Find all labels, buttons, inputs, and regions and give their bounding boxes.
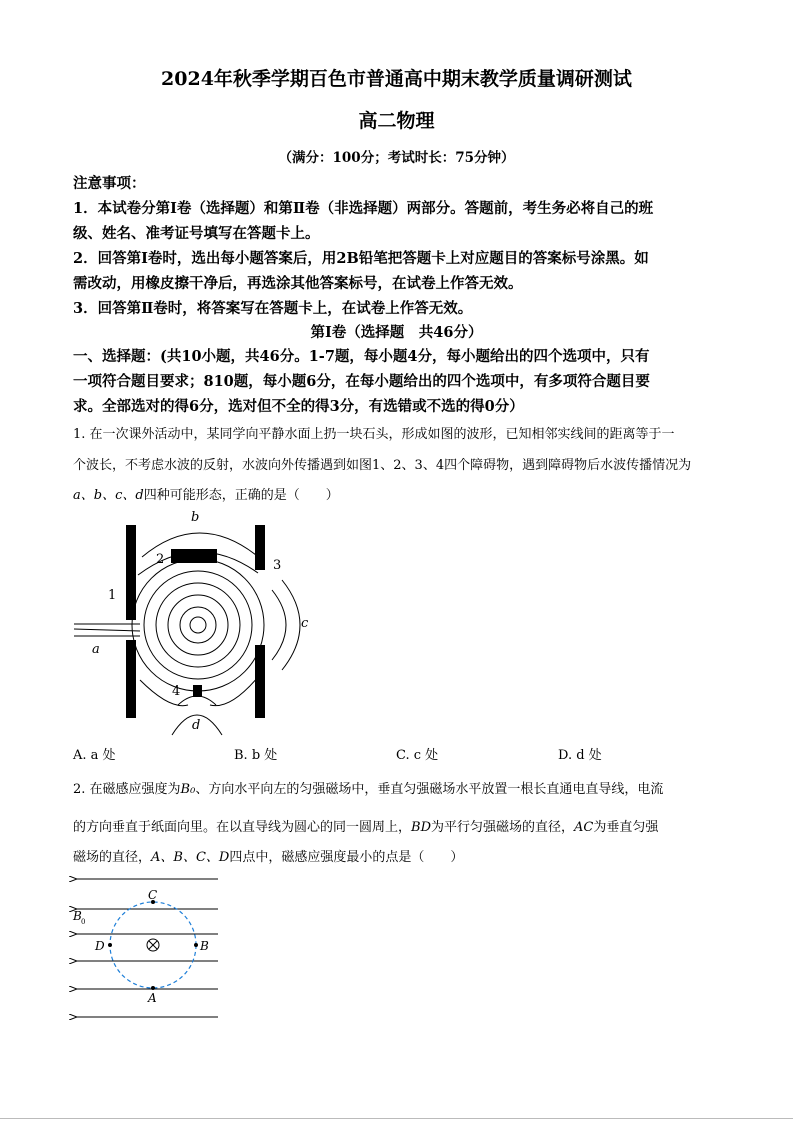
- q1-obstacle-3-lower: [255, 645, 265, 718]
- q2-text-line1: [73, 778, 663, 797]
- q1-text-line2: [73, 454, 691, 473]
- notice-line: 2．回答第Ⅰ卷时，选出每小题答案后，用2B铅笔把答题卡上对应题目的答案标号涂黑。如: [73, 250, 649, 267]
- q2-label-b0: B: [73, 909, 82, 923]
- q2-b0-symbol: B₀: [180, 782, 196, 797]
- q2-text: 四点中，磁感应强度最小的点是（ ）: [229, 850, 464, 865]
- q2-bd-symbol: BD: [411, 820, 431, 835]
- q1-obstacle-1-lower: [126, 640, 136, 718]
- q1-obstacle-2: [171, 549, 217, 563]
- section-instruction-line: 求。全部选对的得6分，选对但不全的得3分，有选错或不选的得0分）: [73, 398, 524, 415]
- q1-label-d: d: [192, 718, 201, 733]
- q1-text-line1: 1. 在一次课外活动中，某同学向平静水面上扔一块石头，形成如图的波形，已知相邻实线间的距离等于一: [73, 427, 675, 442]
- notice-line: 3．回答第Ⅱ卷时，将答案写在答题卡上，在试卷上作答无效。: [73, 300, 473, 317]
- page-divider: [0, 1118, 793, 1119]
- q1-obstacle-1: [126, 525, 136, 620]
- q2-point-d: [108, 943, 112, 947]
- exam-meta: （满分：100分；考试时长：75分钟）: [278, 150, 515, 166]
- q1-obstacle-numbers: 1、2、3、4: [372, 458, 445, 473]
- q2-points-symbols: A、B、C、D: [151, 850, 230, 865]
- q2-text: 2. 在磁感应强度为: [73, 782, 181, 797]
- notice-line: 级、姓名、准考证号填写在答题卡上。: [73, 225, 320, 242]
- q1-text-line3: [73, 484, 339, 503]
- exam-title: 2024年秋季学期百色市普通高中期末教学质量调研测试: [161, 68, 632, 90]
- notice-heading: 注意事项：: [73, 175, 146, 192]
- q1-text: 个波长，不考虑水波的反射，水波向外传播遇到如图: [73, 458, 373, 473]
- q1-label-2: 2: [156, 552, 165, 567]
- q2-text: 为平行匀强磁场的直径，: [431, 820, 575, 835]
- q1-option-d[interactable]: D. d 处: [558, 748, 602, 763]
- q2-label-a: A: [148, 991, 157, 1005]
- q2-label-b: B: [200, 939, 209, 953]
- q1-label-1: 1: [108, 588, 117, 603]
- q1-label-a: a: [92, 642, 100, 657]
- q2-text: 的方向垂直于纸面向里。在以直导线为圆心的同一圆周上，: [73, 820, 412, 835]
- q2-text: 、方向水平向左的匀强磁场中，垂直匀强磁场水平放置一根长直通电直导线，电流: [195, 782, 664, 797]
- q1-obstacle-4: [193, 685, 202, 697]
- q1-obstacle-3: [255, 525, 265, 570]
- q1-wave-letters: a、b、c、d: [73, 488, 144, 503]
- q1-wave-figure: [60, 505, 330, 740]
- notice-line: 1．本试卷分第Ⅰ卷（选择题）和第Ⅱ卷（非选择题）两部分。答题前，考生务必将自己的班: [73, 200, 654, 217]
- q2-text-line2: [73, 816, 658, 835]
- q2-text: 磁场的直径，: [73, 850, 152, 865]
- q2-text: 为垂直匀强: [593, 820, 659, 835]
- q2-wire-into-page: [147, 939, 159, 951]
- q1-option-a[interactable]: A. a 处: [73, 748, 116, 763]
- q2-field-figure: [68, 872, 223, 1027]
- notice-line: 需改动，用橡皮擦干净后，再选涂其他答案标号，在试卷上作答无效。: [73, 275, 523, 292]
- q2-label-b0-sub: 0: [81, 918, 86, 926]
- q2-label-c: C: [148, 888, 158, 902]
- q2-point-b: [194, 943, 198, 947]
- q2-text-line3: [73, 846, 463, 865]
- section-instruction-line: 一项符合题目要求；810题，每小题6分，在每小题给出的四个选项中，有多项符合题目要: [73, 373, 650, 390]
- q1-label-b: b: [191, 510, 200, 525]
- section-title: 第Ⅰ卷（选择题 共46分）: [310, 324, 483, 341]
- q1-label-4: 4: [172, 684, 181, 699]
- q1-label-3: 3: [273, 558, 282, 573]
- section-instruction-line: 一、选择题：(共10小题，共46分。1-7题，每小题4分，每小题给出的四个选项中，只有: [73, 348, 650, 365]
- q1-label-c: c: [301, 616, 309, 631]
- q1-text: 四个障碍物，遇到障碍物后水波传播情况为: [444, 458, 692, 473]
- q2-point-a: [151, 986, 155, 990]
- q1-option-c[interactable]: C. c 处: [396, 748, 439, 763]
- q2-label-d: D: [95, 939, 105, 953]
- q1-text: 四种可能形态，正确的是（ ）: [143, 488, 339, 503]
- subject-title: 高二物理: [358, 110, 435, 132]
- q2-ac-symbol: AC: [574, 820, 594, 835]
- q1-option-b[interactable]: B. b 处: [234, 748, 278, 763]
